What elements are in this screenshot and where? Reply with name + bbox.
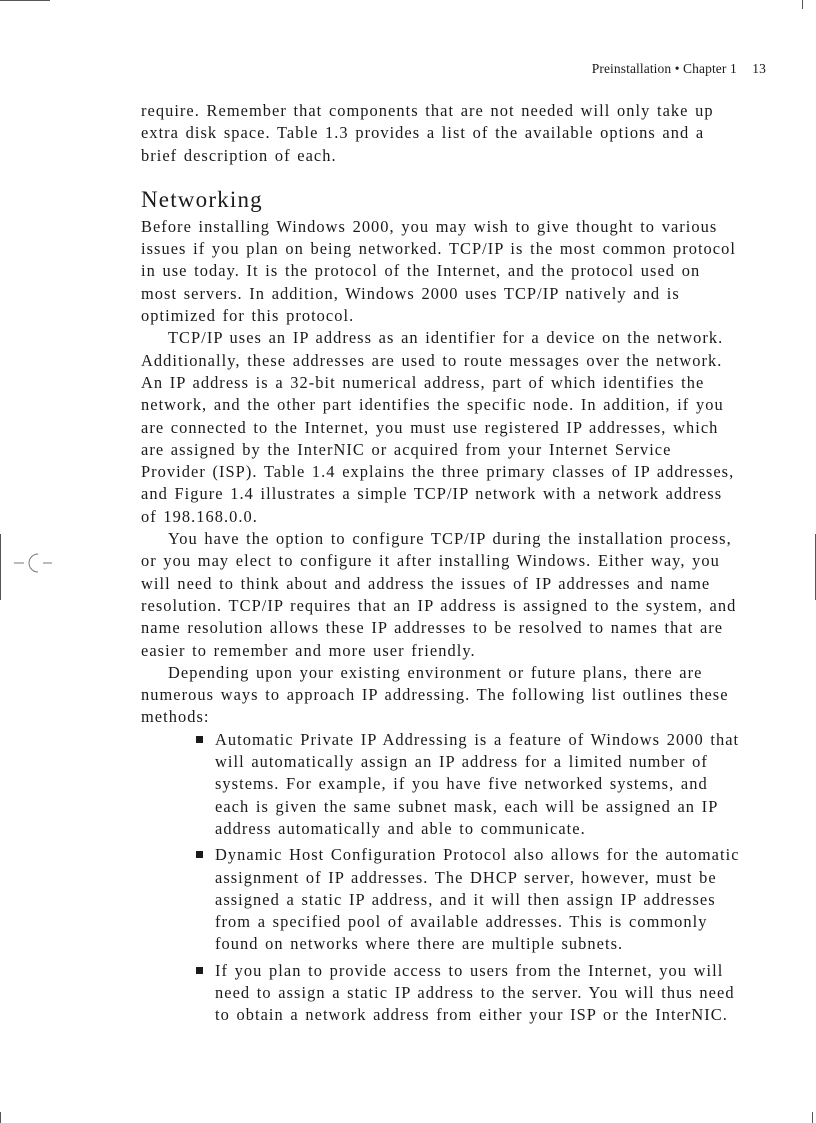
paragraph: Depending upon your existing environment or future plans, there are numerous ways to approach IP addressing. The following list outlines these methods:	[141, 662, 729, 727]
bullet-icon	[196, 851, 203, 858]
margin-rule-left	[0, 534, 1, 600]
running-head-chapter: Chapter 1	[683, 61, 737, 76]
list-item	[215, 844, 741, 955]
bullet-icon	[196, 736, 203, 743]
list-item	[215, 729, 741, 840]
bullet-icon	[196, 967, 203, 974]
paragraph: Before installing Windows 2000, you may wish to give thought to various issues if you plan on being networked. TCP/IP is the most common protocol in use today. It is the protocol of the Internet, and the protocol used on most servers. In addition, Windows 2000 uses TCP/IP natively and is optimized for this protocol.	[141, 216, 736, 326]
body-text	[141, 100, 741, 1031]
crop-mark-top-right	[802, 0, 803, 9]
registration-mark-icon	[14, 548, 54, 578]
running-head-section: Preinstallation	[591, 61, 672, 76]
paragraph: You have the option to configure TCP/IP during the installation process, or you may elect to configure it after installing Windows. Either way, you will need to think about and address the issues of IP addresses and name resolution. TCP/IP requires that an IP address is assigned to the system, and name resolution allows these IP addresses to be resolved to names that are easier to remember and more user friendly.	[141, 529, 737, 660]
crop-mark-bottom-right	[812, 1112, 813, 1123]
running-head-separator: •	[674, 61, 680, 76]
list-item-text: If you plan to provide access to users from the Internet, you will need to assign a static IP address to the server. You will thus need to obtain a network address from either your ISP or the InterNIC.	[215, 960, 735, 1025]
list-item	[215, 960, 741, 1027]
methods-list	[141, 729, 741, 1027]
section-heading: Networking	[141, 186, 263, 212]
list-item-text: Dynamic Host Configuration Protocol also allows for the automatic assignment of IP addresses. The DHCP server, however, must be assigned a static IP address, and it will then assign IP addresses from a specified pool of available addresses. This is commonly found on networks where there are multiple subnets.	[215, 845, 740, 954]
list-item-text: Automatic Private IP Addressing is a feature of Windows 2000 that will automatically assign an IP address for a limited number of systems. For example, if you have five networked systems, and each is given the same subnet mask, each will be assigned an IP address automatically and able to communicate.	[215, 729, 740, 838]
crop-mark-top-left	[0, 0, 50, 1]
page-number: 13	[752, 61, 766, 76]
running-head	[540, 61, 766, 77]
paragraph: TCP/IP uses an IP address as an identifier for a device on the network. Additionally, these addresses are used to route messages over the network. An IP address is a 32-bit numerical address, part of which identifies the network, and the other part identifies the specific node. In addition, if you are connected to the Internet, you must use registered IP addresses, which are assigned by the InterNIC or acquired from your Internet Service Provider (ISP). Table 1.4 explains the three primary classes of IP addresses, and Figure 1.4 illustrates a simple TCP/IP network with a network address of 198.168.0.0.	[141, 328, 735, 526]
intro-paragraph: require. Remember that components that are not needed will only take up extra disk space. Table 1.3 provides a list of the available options and a brief description of each.	[141, 101, 714, 165]
crop-mark-bottom-left	[0, 1112, 1, 1123]
